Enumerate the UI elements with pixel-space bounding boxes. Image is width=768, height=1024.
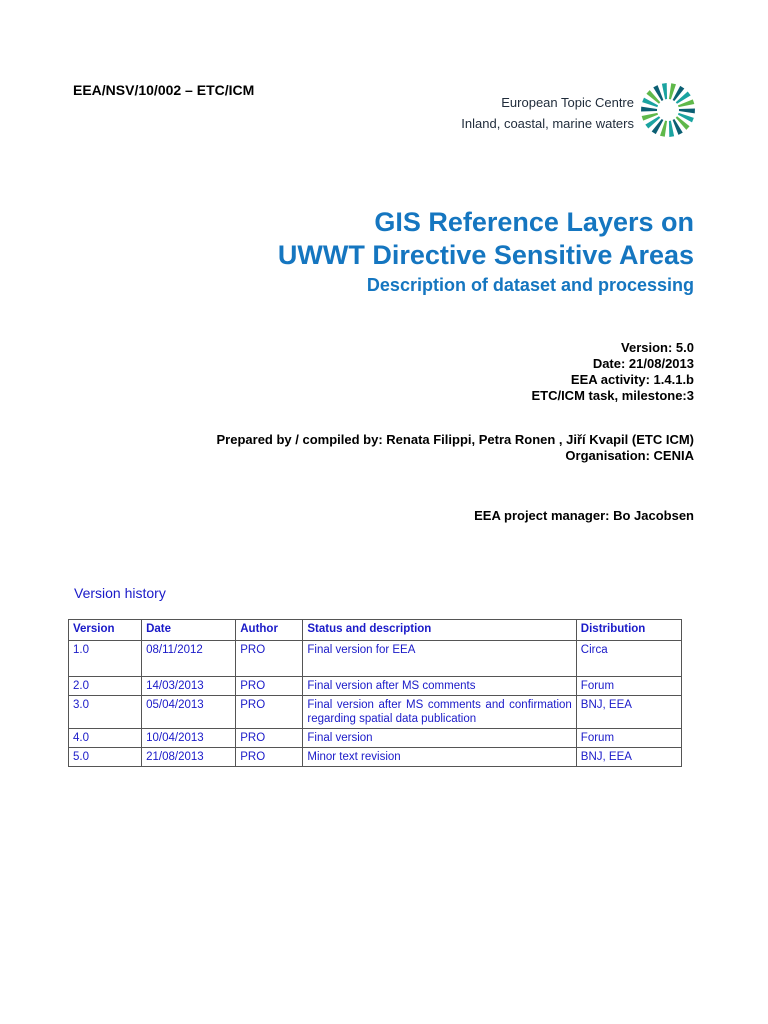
cell-date: 10/04/2013 xyxy=(142,729,236,748)
activity-label: EEA activity: 1.4.1.b xyxy=(570,372,694,387)
date-label: Date: 21/08/2013 xyxy=(592,356,694,371)
document-reference: EEA/NSV/10/002 – ETC/ICM xyxy=(73,82,255,98)
table-row xyxy=(69,641,682,677)
logo-ray xyxy=(641,107,657,112)
table-row xyxy=(69,696,682,729)
cell-status: Minor text revision xyxy=(303,748,576,767)
logo-text xyxy=(424,92,634,134)
logo-line-2: Inland, coastal, marine waters xyxy=(461,116,634,131)
logo-ray xyxy=(662,83,667,99)
cell-version: 3.0 xyxy=(69,696,142,729)
cell-status: Final version xyxy=(303,729,576,748)
cell-author: PRO xyxy=(236,696,303,729)
title-block xyxy=(278,206,694,298)
cell-status: Final version for EEA xyxy=(303,641,576,677)
cell-version: 1.0 xyxy=(69,641,142,677)
version-label: Version: 5.0 xyxy=(621,340,694,355)
organisation-label: Organisation: CENIA xyxy=(565,448,694,463)
cell-status: Final version after MS comments xyxy=(303,677,576,696)
cell-author: PRO xyxy=(236,677,303,696)
cell-distribution: Forum xyxy=(576,729,681,748)
cell-version: 5.0 xyxy=(69,748,142,767)
column-header-status: Status and description xyxy=(303,620,576,641)
cell-author: PRO xyxy=(236,641,303,677)
title-line-1: GIS Reference Layers on xyxy=(374,207,694,237)
table-row xyxy=(69,677,682,696)
cell-distribution: Circa xyxy=(576,641,681,677)
logo-center xyxy=(661,103,675,117)
column-header-version: Version xyxy=(69,620,142,641)
version-history-heading: Version history xyxy=(74,585,166,601)
cell-version: 2.0 xyxy=(69,677,142,696)
project-manager: EEA project manager: Bo Jacobsen xyxy=(474,508,694,523)
column-header-author: Author xyxy=(236,620,303,641)
table-row xyxy=(69,748,682,767)
cell-distribution: BNJ, EEA xyxy=(576,748,681,767)
logo-ray xyxy=(669,121,674,137)
logo-line-1: European Topic Centre xyxy=(501,95,634,110)
cell-distribution: Forum xyxy=(576,677,681,696)
etc-icm-sunburst-logo-icon xyxy=(638,80,698,140)
cell-version: 4.0 xyxy=(69,729,142,748)
cell-distribution: BNJ, EEA xyxy=(576,696,681,729)
cell-date: 21/08/2013 xyxy=(142,748,236,767)
task-label: ETC/ICM task, milestone:3 xyxy=(531,388,694,403)
version-history-table xyxy=(68,619,682,767)
cell-date: 05/04/2013 xyxy=(142,696,236,729)
prepared-by-authors: Prepared by / compiled by: Renata Filippi, Petra Ronen , Jiří Kvapil (ETC ICM) xyxy=(216,432,694,447)
cell-status: Final version after MS comments and confirmation regarding spatial data publication xyxy=(303,696,576,729)
table-row xyxy=(69,729,682,748)
document-subtitle: Description of dataset and processing xyxy=(366,275,694,295)
table-header-row xyxy=(69,620,682,641)
title-line-2: UWWT Directive Sensitive Areas xyxy=(277,240,694,270)
logo-ray xyxy=(679,109,695,114)
cell-date: 14/03/2013 xyxy=(142,677,236,696)
cell-author: PRO xyxy=(236,748,303,767)
cell-date: 08/11/2012 xyxy=(142,641,236,677)
column-header-date: Date xyxy=(142,620,236,641)
document-metadata xyxy=(531,340,694,404)
prepared-by xyxy=(217,432,694,464)
cell-author: PRO xyxy=(236,729,303,748)
column-header-distribution: Distribution xyxy=(576,620,681,641)
